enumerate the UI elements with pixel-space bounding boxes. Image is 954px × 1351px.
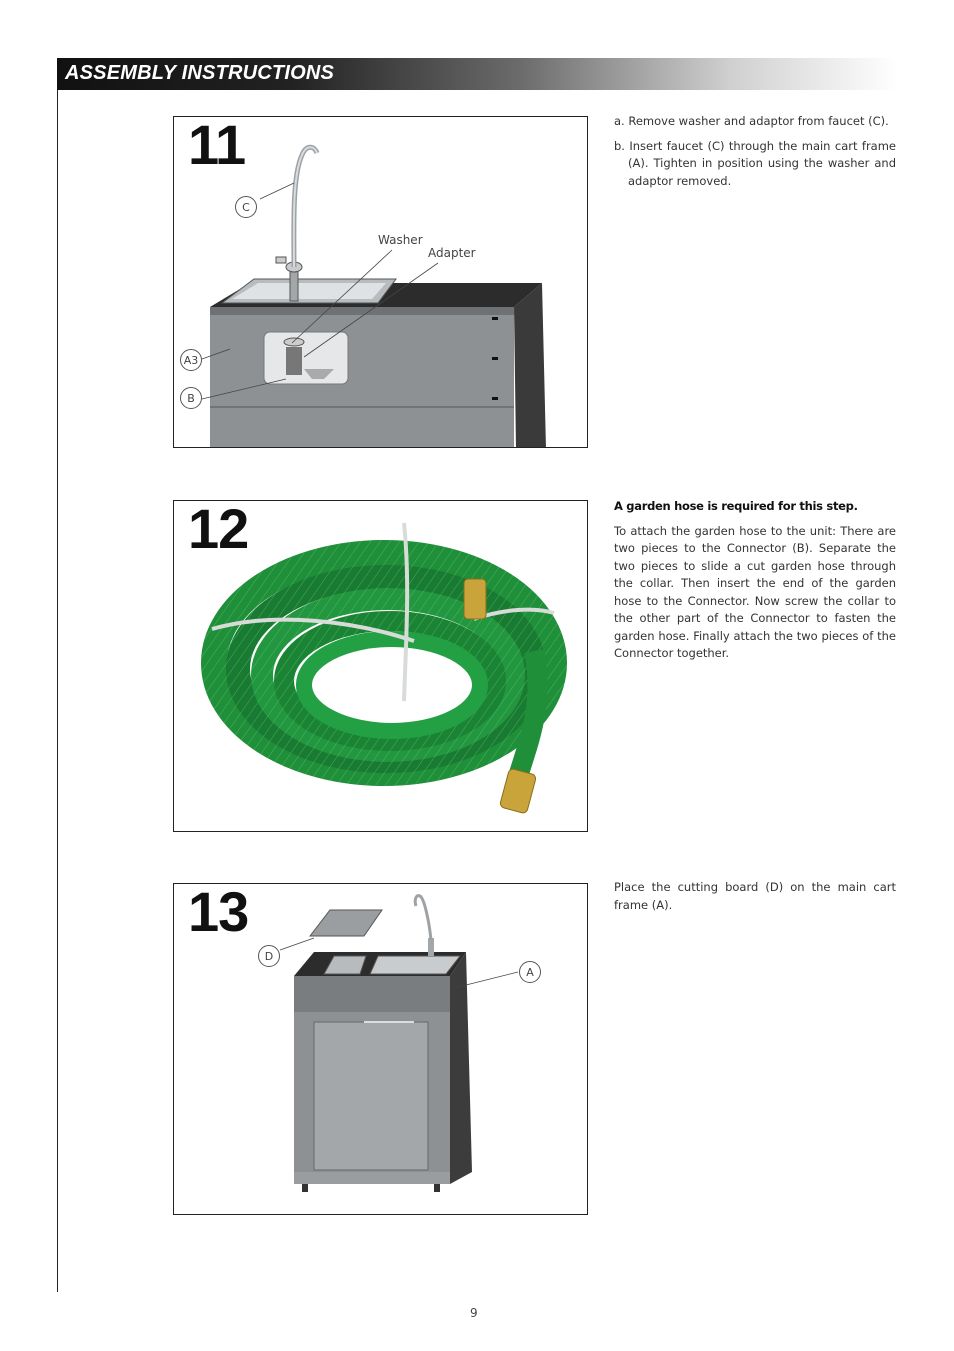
step-11-illustration [173, 116, 588, 448]
step-11-para-b: b. Insert faucet (C) through the main cart frame (A). Tighten in position using the washer and adaptor removed. [614, 138, 896, 188]
callout-b: B [180, 387, 202, 409]
step-11-number: 11 [188, 116, 246, 176]
section-header [57, 58, 897, 90]
step-12-illustration [173, 500, 588, 832]
garden-hose-drawing [174, 501, 588, 832]
step-13-number: 13 [188, 883, 249, 943]
callout-a3: A3 [180, 349, 202, 371]
cart-front [210, 307, 514, 448]
callout-a: A [519, 961, 541, 983]
step-12-heading: A garden hose is required for this step. [614, 499, 858, 513]
washer-label: Washer [378, 233, 423, 247]
left-margin-rule [57, 90, 58, 1292]
step-11-instructions [614, 113, 896, 197]
step-12-number: 12 [188, 500, 249, 560]
section-title: ASSEMBLY INSTRUCTIONS [65, 62, 335, 84]
callout-c: C [235, 196, 257, 218]
step-13-para: Place the cutting board (D) on the main cart frame (A). [614, 880, 896, 912]
cutting-board-drawing [174, 884, 588, 1215]
step-13-illustration [173, 883, 588, 1215]
page-number: 9 [470, 1306, 478, 1320]
step-12-instructions [614, 498, 896, 670]
step-12-para: To attach the garden hose to the unit: There are two pieces to the Connector (B). Separate the two pieces to slide a cut garden hose through the collar. Then insert the end of the garden hose to the Connector. Now screw the collar to the other part of the Connector to fasten the garden hose. Finally attach the two pieces of the Connector together. [614, 523, 896, 660]
cart-side-panel [514, 283, 546, 448]
adapter-label: Adapter [428, 246, 476, 260]
callout-d: D [258, 945, 280, 967]
step-13-instructions [614, 879, 896, 921]
faucet-install-drawing [174, 117, 588, 448]
step-11-para-a: a. Remove washer and adaptor from faucet (C). [614, 114, 889, 128]
